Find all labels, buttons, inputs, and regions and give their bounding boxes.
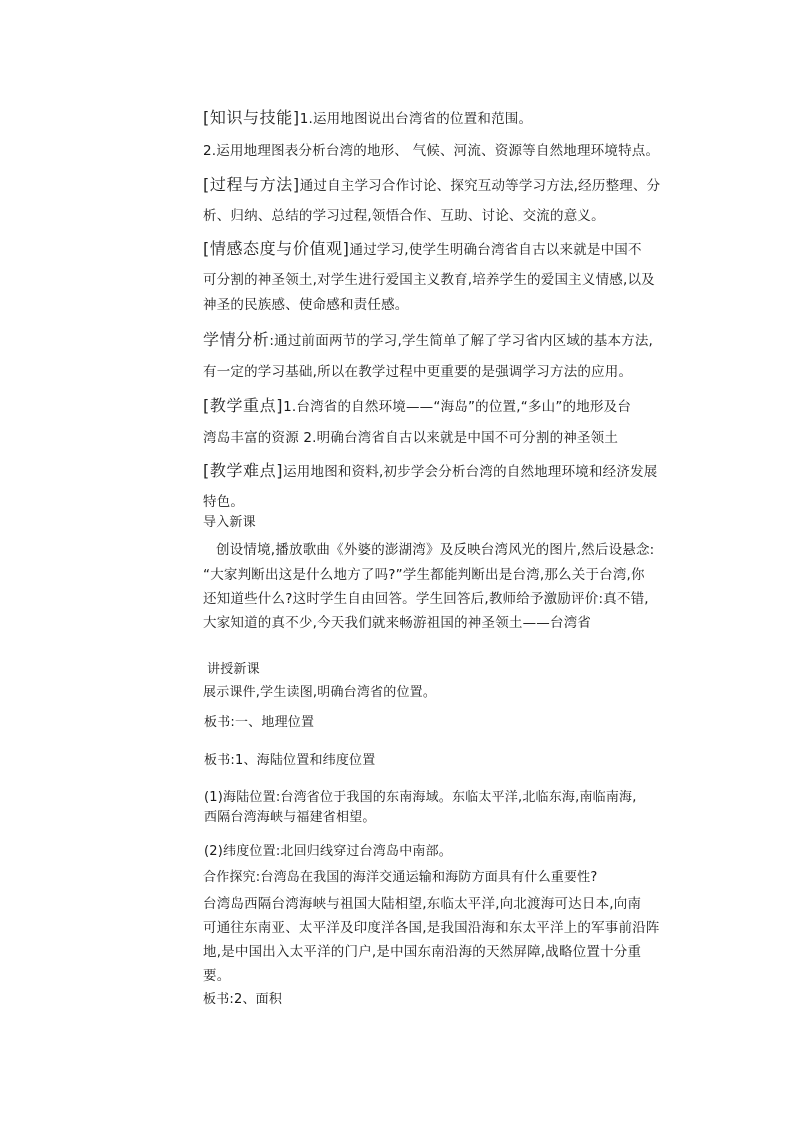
answer-line-2: 可通往东南亚、太平洋及印度洋各国,是我国沿海和东太平洋上的军事前沿阵 [203, 920, 660, 936]
emotion-line-1 [203, 240, 642, 259]
emotion-text-3: 神圣的民族感、使命感和责任感。 [203, 297, 409, 313]
emotion-line-3 [203, 296, 409, 314]
difficulty-line-2 [203, 493, 244, 511]
answer-line-3: 地,是中国出入太平洋的门户,是中国东南沿海的天然屏障,战略位置十分重 [203, 944, 642, 960]
board-3: 板书:2、面积 [203, 992, 283, 1007]
latitude-line: (2)纬度位置:北回归线穿过台湾岛中南部。 [204, 844, 452, 859]
process-text-2: 析、归纳、总结的学习过程,领悟合作、互助、讨论、交流的意义。 [203, 208, 605, 224]
emotion-line-2 [203, 271, 655, 289]
difficulty-text-2: 特色。 [203, 494, 245, 510]
inquiry-line: 合作探究:台湾岛在我国的海洋交通运输和海防方面具有什么重要性? [203, 870, 598, 885]
analysis-text-2: 有一定的学习基础,所以在教学过程中更重要的是强调学习方法的应用。 [203, 364, 633, 380]
analysis-line-1 [203, 331, 653, 350]
keypoints-text-2: 湾岛丰富的资源 2.明确台湾省自古以来就是中国不可分割的神圣领土 [203, 430, 619, 446]
intro-line-3: 还知道些什么?这时学生自由回答。学生回答后,教师给予激励评价:真不错, [203, 591, 649, 607]
difficulty-heading: [教学难点] [203, 461, 284, 480]
knowledge-line-2 [203, 142, 659, 160]
answer-line-4: 要。 [203, 968, 231, 984]
intro-title: 导入新课 [203, 515, 256, 530]
sea-land-line-1: (1)海陆位置:台湾省位于我国的东南海域。东临太平洋,北临东海,南临南海, [204, 790, 637, 805]
lesson-title: 讲授新课 [207, 662, 260, 677]
intro-line-2: “大家判断出这是什么地方了吗?”学生都能判断出是台湾,那么关于台湾,你 [203, 567, 645, 583]
keypoints-text-1: 1.台湾省的自然环境——“海岛”的位置,“多山”的地形及台 [283, 399, 632, 415]
process-line-2 [203, 207, 605, 225]
knowledge-text-1: 1.运用地图说出台湾省的位置和范围。 [299, 111, 533, 127]
process-text-1: 通过自主学习合作讨论、探究互动等学习方法,经历整理、分 [299, 178, 661, 194]
knowledge-heading: [知识与技能] [203, 108, 300, 127]
answer-line-1: 台湾岛西隔台湾海峡与祖国大陆相望,东临太平洋,向北渡海可达日本,向南 [203, 896, 642, 912]
knowledge-text-2: 2.运用地理图表分析台湾的地形、 气候、河流、资源等自然地理环境特点。 [203, 143, 660, 159]
intro-line-4: 大家知道的真不少,今天我们就来畅游祖国的神圣领土——台湾省 [203, 615, 592, 631]
emotion-text-2: 可分割的神圣领土,对学生进行爱国主义教育,培养学生的爱国主义情感,以及 [203, 272, 655, 288]
difficulty-line-1 [203, 462, 657, 481]
intro-line-1: 创设情境,播放歌曲《外婆的澎湖湾》及反映台湾风光的图片,然后设悬念: [216, 542, 655, 558]
knowledge-line-1 [203, 109, 532, 128]
difficulty-text-1: 运用地图和资料,初步学会分析台湾的自然地理环境和经济发展 [283, 464, 658, 480]
emotion-heading: [情感态度与价值观] [203, 239, 350, 258]
process-line-1 [203, 176, 660, 195]
process-heading: [过程与方法] [203, 175, 300, 194]
sea-land-line-2: 西隔台湾海峡与福建省相望。 [204, 810, 376, 825]
board-2: 板书:1、海陆位置和纬度位置 [204, 753, 376, 768]
board-1: 板书:一、地理位置 [204, 715, 315, 730]
emotion-text-1: 通过学习,使学生明确台湾省自古以来就是中国不 [349, 242, 642, 258]
analysis-text-1: :通过前面两节的学习,学生简单了解了学习省内区域的基本方法, [269, 333, 654, 349]
analysis-heading: 学情分析 [203, 330, 270, 349]
keypoints-line-2 [203, 429, 618, 447]
lesson-show: 展示课件,学生读图,明确台湾省的位置。 [203, 685, 437, 700]
analysis-line-2 [203, 363, 632, 381]
keypoints-heading: [教学重点] [203, 396, 284, 415]
keypoints-line-1 [203, 397, 631, 416]
